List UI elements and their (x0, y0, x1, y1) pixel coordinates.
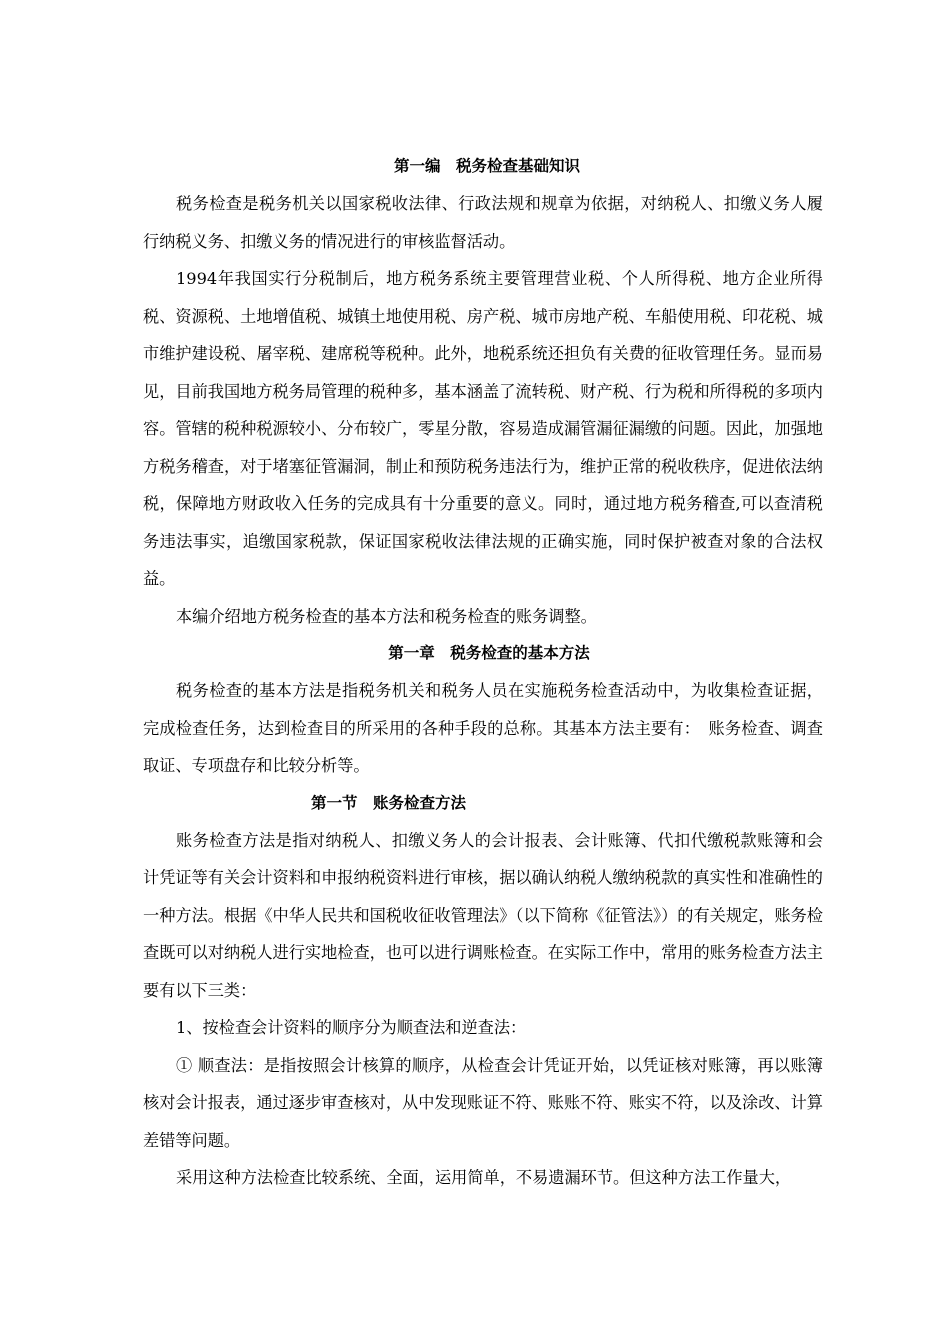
part-paragraph-3: 本编介绍地方税务检查的基本方法和税务检查的账务调整。 (176, 606, 597, 626)
part-paragraph-2: 1994年我国实行分税制后，地方税务系统主要管理营业税、个人所得税、地方企业所得税、资源税、土地增值税、城镇土地使用税、房产税、城市房地产税、车船使用税、印花税、城市维护建设税、屠宰税、建席税等税种。此外，地税系统还担负有关费的征收管理任务。显而易见，目前我国地方税务局管理的税种多，基本涵盖了流转税、财产税、行为税和所得税的多项内容。管辖的税种税源较小、分布较广，零星分散，容易造成漏管漏征漏缴的问题。因此，加强地方税务稽查，对于堵塞征管漏洞，制止和预防税务违法行为，维护正常的税收秩序，促进依法纳税，保障地方财政收入任务的完成具有十分重要的意义。同时，通过地方税务稽查,可以查清税务违法事实，追缴国家税款，保证国家税收法律法规的正确实施，同时保护被查对象的合法权益。 (143, 269, 823, 588)
section-title: 第一节 账务检查方法 (311, 793, 467, 812)
part-title: 第一编 税务检查基础知识 (393, 157, 580, 175)
chapter-paragraph-1: 税务检查的基本方法是指税务机关和税务人员在实施税务检查活动中，为收集检查证据，完成检查任务，达到检查目的所采用的各种手段的总称。其基本方法主要有： 账务检查、调查取证、专项盘存和比较分析等。 (143, 681, 823, 775)
section-paragraph-4: 采用这种方法检查比较系统、全面，运用简单，不易遗漏环节。但这种方法工作量大， (176, 1168, 792, 1187)
section-paragraph-2: 1、按检查会计资料的顺序分为顺查法和逆查法： (176, 1018, 527, 1037)
section-paragraph-1: 账务检查方法是指对纳税人、扣缴义务人的会计报表、会计账簿、代扣代缴税款账簿和会计凭证等有关会计资料和申报纳税资料进行审核，据以确认纳税人缴纳税款的真实性和准确性的一种方法。根据《中华人民共和国税收征收管理法》（以下简称《征管法》）的有关规定，账务检查既可以对纳税人进行实地检查，也可以进行调账检查。在实际工作中，常用的账务检查方法主要有以下三类： (143, 830, 823, 1000)
chapter-title: 第一章 税务检查的基本方法 (388, 644, 590, 662)
document-body (143, 148, 823, 1197)
part-paragraph-1: 税务检查是税务机关以国家税收法律、行政法规和规章为依据，对纳税人、扣缴义务人履行纳税义务、扣缴义务的情况进行的审核监督活动。 (143, 194, 823, 251)
section-paragraph-3: ① 顺查法：是指按照会计核算的顺序，从检查会计凭证开始，以凭证核对账簿，再以账簿核对会计报表，通过逐步审查核对，从中发现账证不符、账账不符、账实不符，以及涂改、计算差错等问题。 (143, 1055, 823, 1150)
